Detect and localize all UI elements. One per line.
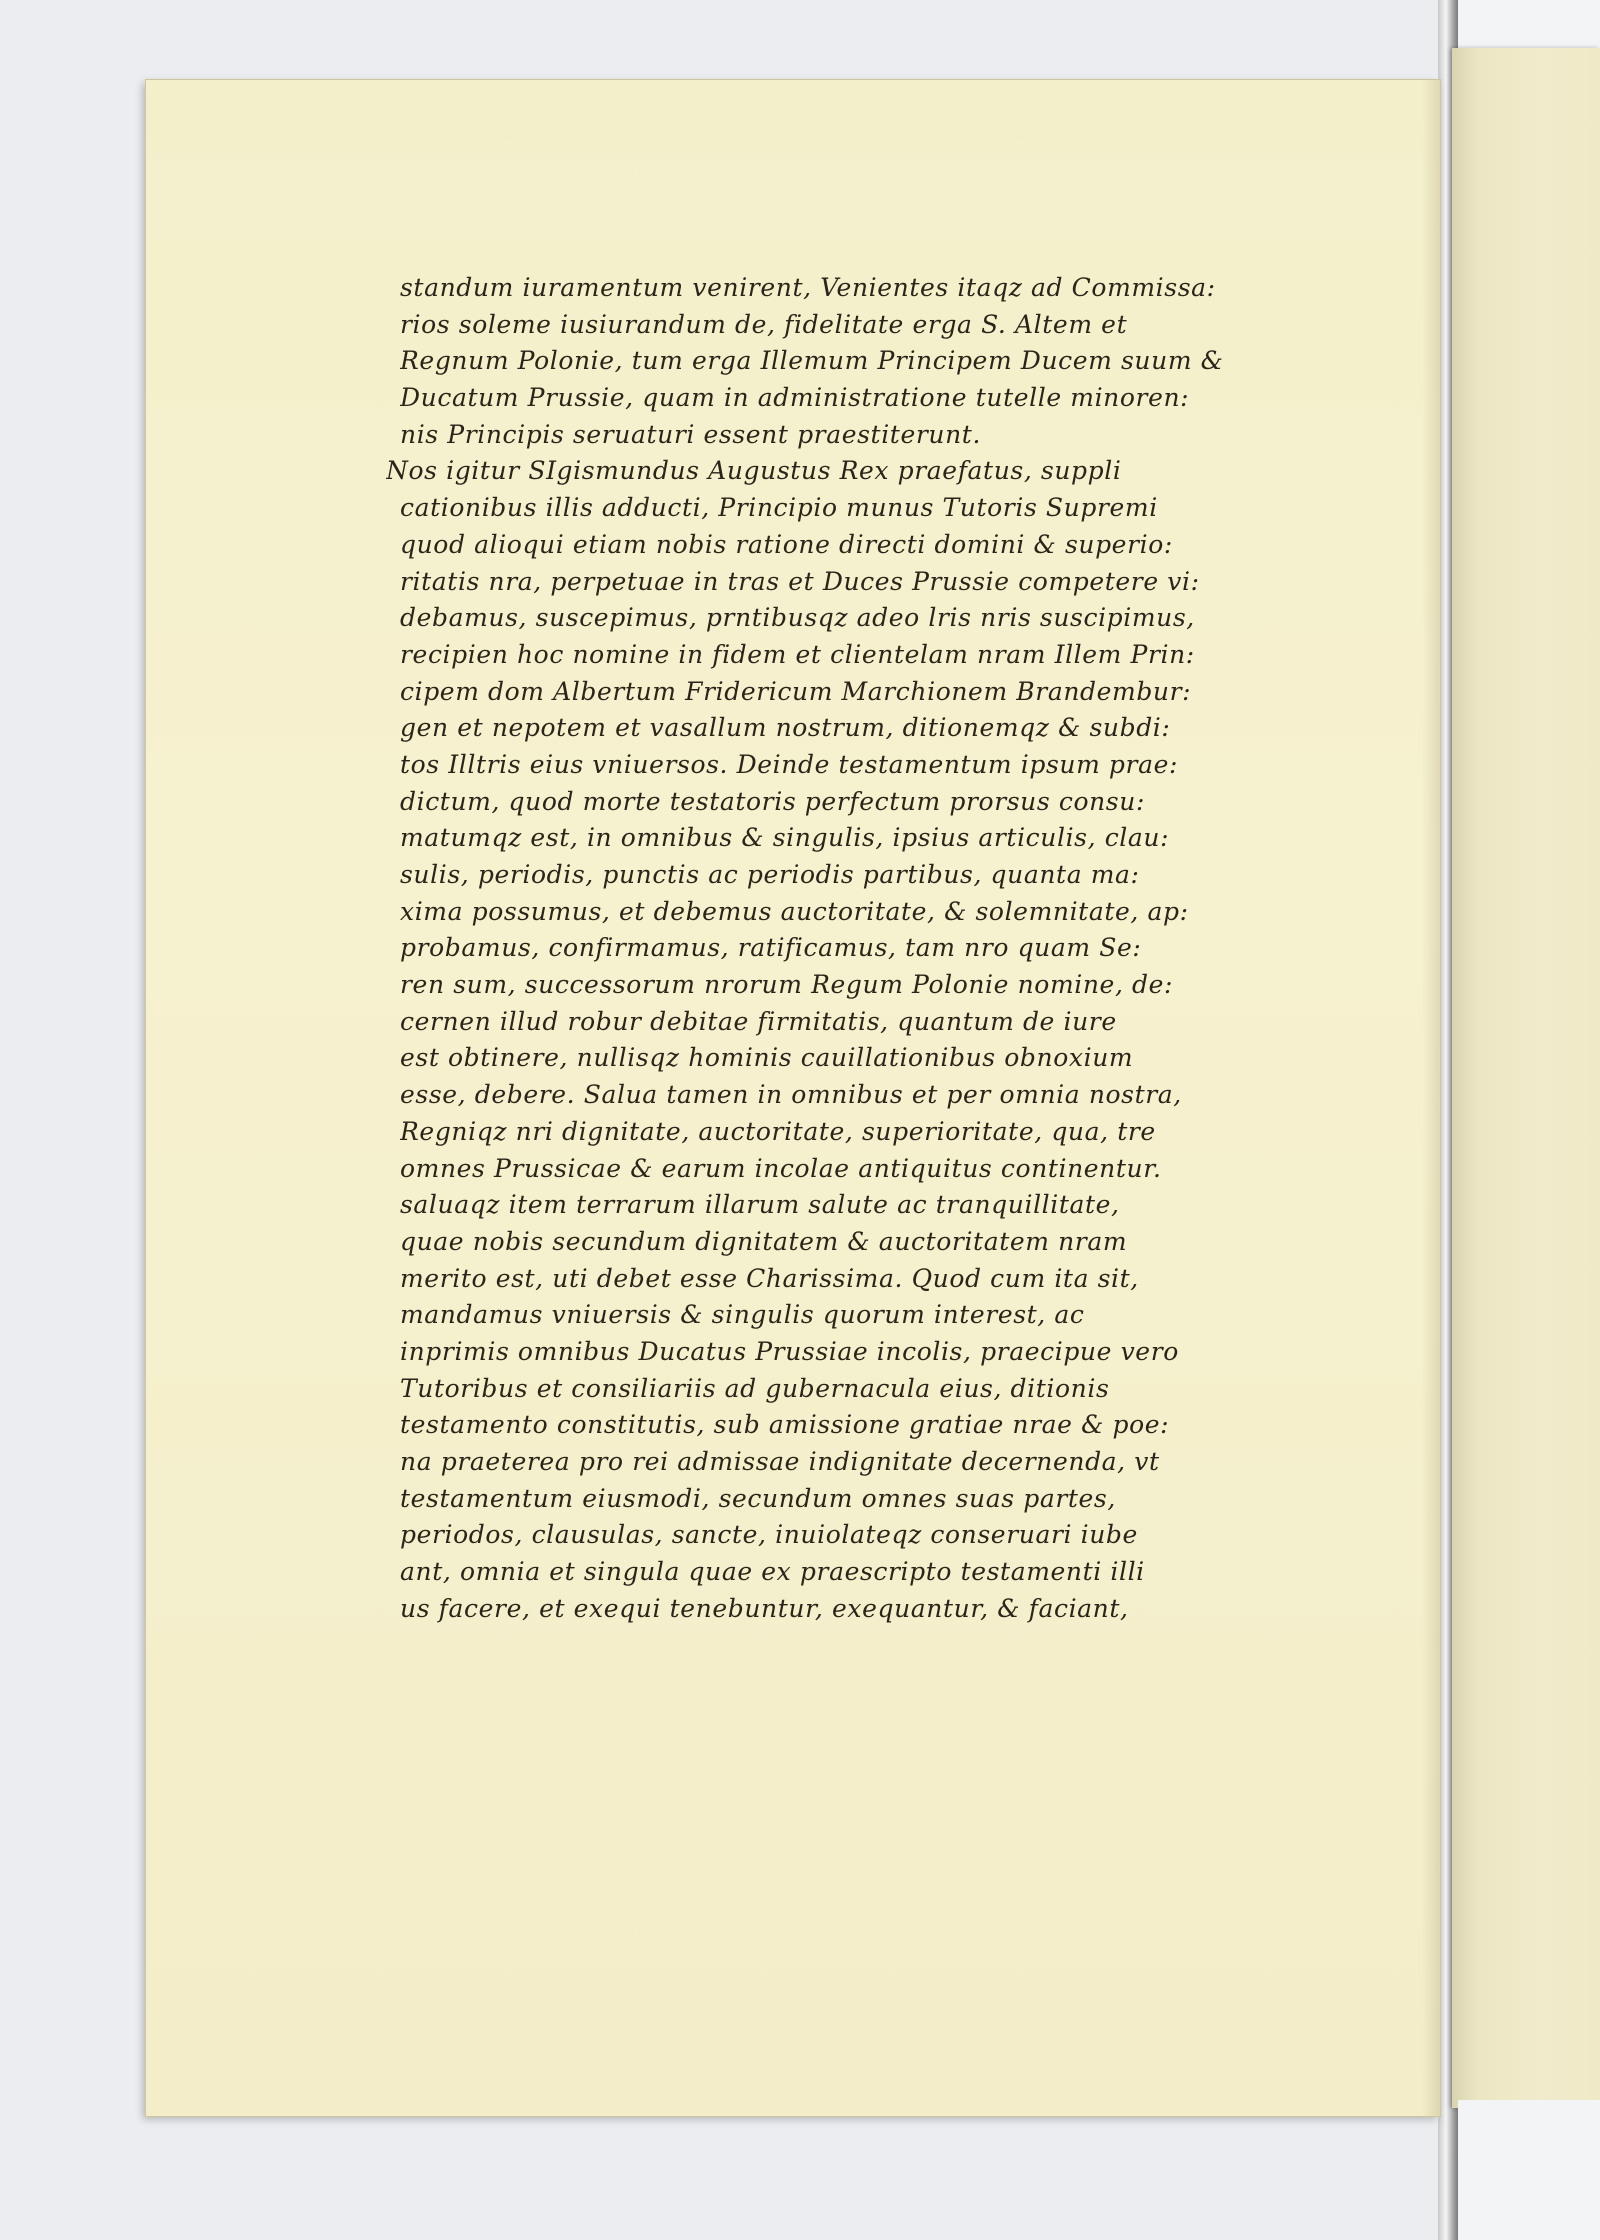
text-line: xima possumus, et debemus auctoritate, & solemnitate, ap: [400,896,1189,926]
text-line: debamus, suscepimus, prntibusqz adeo lris nris suscipimus, [400,603,1195,633]
text-line: periodos, clausulas, sancte, inuiolateqz conseruari iube [400,1520,1138,1550]
text-line: ren sum, successorum nrorum Regum Polonie nomine, de: [400,970,1174,1000]
text-line: saluaqz item terrarum illarum salute ac tranquillitate, [400,1190,1120,1220]
text-line: na praeterea pro rei admissae indignitate decernenda, vt [400,1447,1160,1476]
text-line: merito est, uti debet esse Charissima. Quod cum ita sit, [400,1263,1139,1293]
text-line: tos Illtris eius vniuersos. Deinde testamentum ipsum prae: [400,749,1179,779]
text-line: omnes Prussicae & earum incolae antiquitus continentur. [400,1153,1162,1183]
text-line: dictum, quod morte testatoris perfectum prorsus consu: [400,786,1145,816]
text-line: sulis, periodis, punctis ac periodis partibus, quanta ma: [400,860,1140,889]
manuscript-page [146,80,1440,2116]
text-line: mandamus vniuersis & singulis quorum interest, ac [400,1300,1085,1330]
text-line: cernen illud robur debitae firmitatis, quantum de iure [400,1006,1117,1036]
text-line: cipem dom Albertum Fridericum Marchionem Brandembur: [400,676,1192,706]
text-line: us facere, et exequi tenebuntur, exequantur, & faciant, [400,1593,1129,1623]
text-line: probamus, confirmamus, ratificamus, tam nro quam Se: [400,933,1142,963]
text-line: ant, omnia et singula quae ex praescripto testamenti illi [400,1557,1145,1587]
text-line: esse, debere. Salua tamen in omnibus et per omnia nostra, [400,1080,1182,1110]
manuscript-text [386,270,1380,1627]
text-line: inprimis omnibus Ducatus Prussiae incolis, praecipue vero [400,1336,1179,1366]
text-line: quod alioqui etiam nobis ratione directi domini & superio: [400,529,1173,559]
text-line: Regniqz nri dignitate, auctoritate, superioritate, qua, tre [400,1116,1156,1146]
text-line: matumqz est, in omnibus & singulis, ipsius articulis, clau: [400,823,1170,853]
facing-page-edge [1452,48,1600,2108]
text-line: nis Principis seruaturi essent praestiterunt. [400,419,981,449]
text-line: ritatis nra, perpetuae in tras et Duces Prussie competere vi: [400,566,1200,596]
text-line: Regnum Polonie, tum erga Illemum Principem Ducem suum & [400,346,1224,376]
text-line: Ducatum Prussie, quam in administratione tutelle minoren: [400,383,1190,413]
background-strip-bottom [1458,2100,1600,2240]
text-line: Nos igitur SIgismundus Augustus Rex praefatus, suppli [386,456,1122,486]
text-line: gen et nepotem et vasallum nostrum, ditionemqz & subdi: [400,713,1171,743]
text-line: est obtinere, nullisqz hominis cauillationibus obnoxium [400,1043,1134,1073]
text-line: recipien hoc nomine in fidem et clientelam nram Illem Prin: [400,639,1195,669]
text-line: quae nobis secundum dignitatem & auctoritatem nram [400,1226,1128,1256]
text-line: cationibus illis adducti, Principio munus Tutoris Supremi [400,493,1158,523]
text-line: rios soleme iusiurandum de, fidelitate erga S. Altem et [400,309,1128,339]
background-strip-top [1458,0,1600,52]
text-line: standum iuramentum venirent, Venientes itaqz ad Commissa: [400,273,1216,302]
text-line: Tutoribus et consiliariis ad gubernacula eius, ditionis [400,1373,1110,1403]
text-line: testamento constitutis, sub amissione gratiae nrae & poe: [400,1410,1170,1440]
text-line: testamentum eiusmodi, secundum omnes suas partes, [400,1483,1116,1513]
